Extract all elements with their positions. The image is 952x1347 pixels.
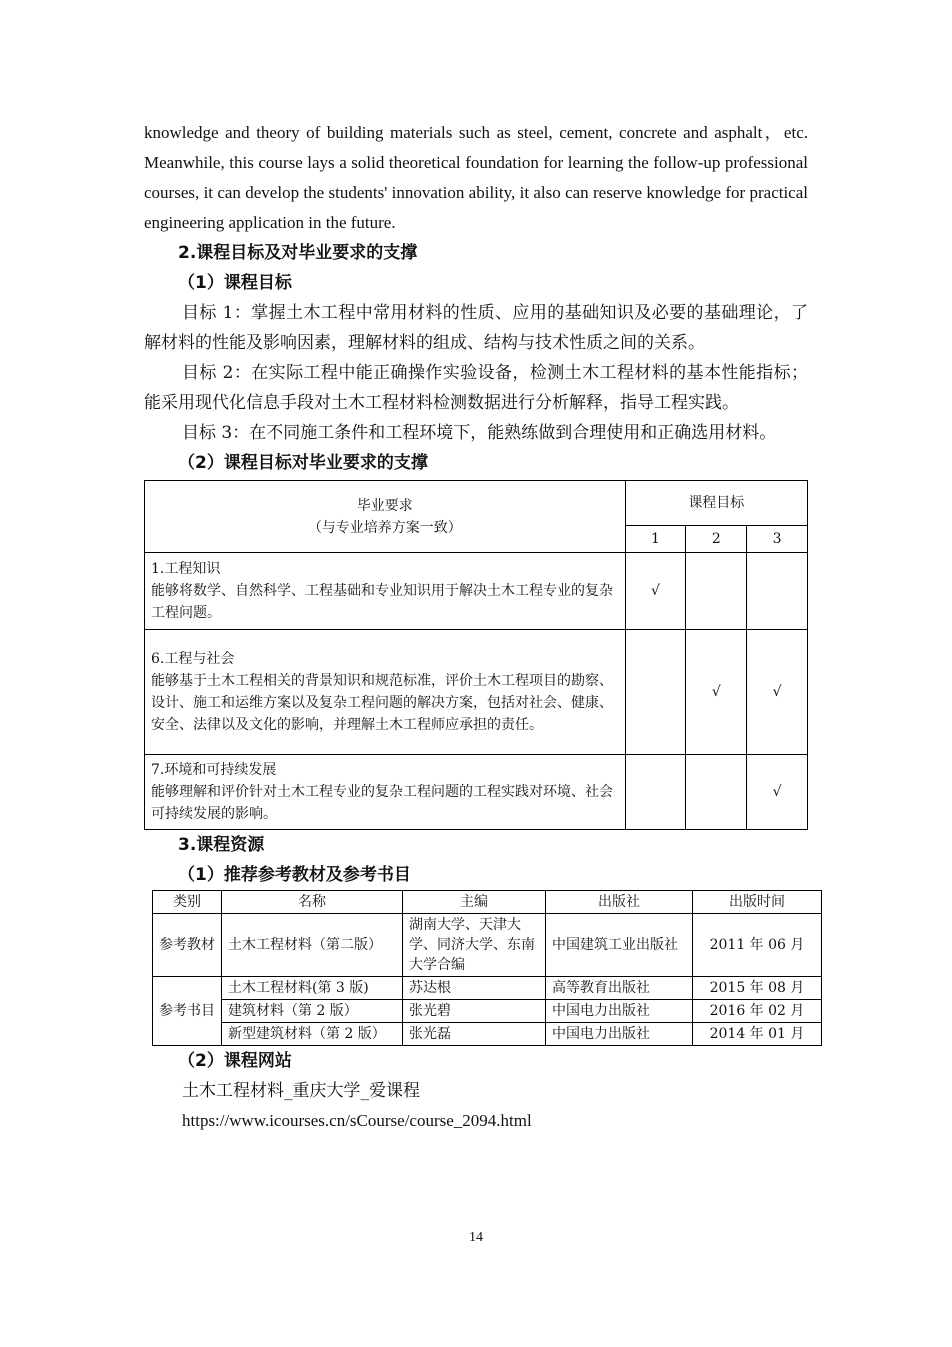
goal-support-table <box>144 480 808 830</box>
section3-heading: 3.课程资源 <box>178 835 265 855</box>
table-row <box>145 630 808 755</box>
book-date: 2011 年 06 月 <box>693 914 822 977</box>
col-name: 名称 <box>222 891 403 914</box>
requirement-title: 6.工程与社会 <box>151 651 235 667</box>
table-row <box>153 1023 822 1046</box>
document-body <box>144 118 808 1136</box>
table-row <box>153 1000 822 1023</box>
mark-cell: √ <box>686 630 747 755</box>
books-table <box>152 890 822 1046</box>
table-row <box>153 977 822 1000</box>
requirement-cell <box>145 755 626 830</box>
book-publisher: 高等教育出版社 <box>546 977 693 1000</box>
requirement-cell <box>145 630 626 755</box>
mark-cell <box>625 630 686 755</box>
book-name: 新型建筑材料（第 2 版） <box>222 1023 403 1046</box>
mark-cell <box>625 755 686 830</box>
goal-header: 课程目标 <box>625 481 807 526</box>
col-date: 出版时间 <box>693 891 822 914</box>
requirement-header-note: （与专业培养方案一致） <box>307 519 462 536</box>
book-editor: 苏达根 <box>403 977 546 1000</box>
mark-cell: √ <box>747 755 808 830</box>
website-heading: （2）课程网站 <box>178 1051 292 1071</box>
book-name: 土木工程材料（第二版） <box>222 914 403 977</box>
course-goals-heading: （1）课程目标 <box>178 273 292 293</box>
col-category: 类别 <box>153 891 222 914</box>
mark-cell <box>686 553 747 630</box>
category-cell: 参考教材 <box>153 914 222 977</box>
mark-cell: √ <box>747 630 808 755</box>
book-publisher: 中国电力出版社 <box>546 1000 693 1023</box>
requirement-desc: 能够将数学、自然科学、工程基础和专业知识用于解决土木工程专业的复杂工程问题。 <box>151 583 613 621</box>
book-editor: 张光磊 <box>403 1023 546 1046</box>
books-heading: （1）推荐参考教材及参考书目 <box>178 865 411 885</box>
book-date: 2015 年 08 月 <box>693 977 822 1000</box>
requirement-title: 7.环境和可持续发展 <box>151 762 277 778</box>
requirement-header-label: 毕业要求 <box>356 497 413 514</box>
page-number: 14 <box>469 1230 483 1245</box>
goal-support-heading: （2）课程目标对毕业要求的支撑 <box>178 453 428 473</box>
goal-3: 目标 3：在不同施工条件和工程环境下，能熟练做到合理使用和正确选用材料。 <box>182 423 777 443</box>
col-editor: 主编 <box>403 891 546 914</box>
website-url[interactable]: https://www.icourses.cn/sCourse/course_2094.html <box>182 1111 532 1130</box>
mark-cell <box>686 755 747 830</box>
table-row <box>153 914 822 977</box>
requirement-cell <box>145 553 626 630</box>
book-publisher: 中国电力出版社 <box>546 1023 693 1046</box>
section2-heading: 2.课程目标及对毕业要求的支撑 <box>178 243 418 263</box>
mark-cell <box>747 553 808 630</box>
requirement-desc: 能够理解和评价针对土木工程专业的复杂工程问题的工程实践对环境、社会可持续发展的影响。 <box>151 784 613 822</box>
requirement-title: 1.工程知识 <box>151 561 221 577</box>
book-editor: 湖南大学、天津大学、同济大学、东南大学合编 <box>403 914 546 977</box>
table-row <box>145 755 808 830</box>
book-name: 建筑材料（第 2 版） <box>222 1000 403 1023</box>
book-date: 2016 年 02 月 <box>693 1000 822 1023</box>
goal-2: 目标 2：在实际工程中能正确操作实验设备，检测土木工程材料的基本性能指标；能采用现代化信息手段对土木工程材料检测数据进行分析解释，指导工程实践。 <box>144 363 808 413</box>
category-cell: 参考书目 <box>153 977 222 1046</box>
requirement-desc: 能够基于土木工程相关的背景知识和规范标准，评价土木工程项目的勘察、设计、施工和运维方案以及复杂工程问题的解决方案，包括对社会、健康、安全、法律以及文化的影响，并理解土木工程师应承担的责任。 <box>151 673 613 733</box>
table-row <box>145 553 808 630</box>
book-date: 2014 年 01 月 <box>693 1023 822 1046</box>
book-editor: 张光碧 <box>403 1000 546 1023</box>
requirement-header <box>145 481 626 553</box>
mark-cell: √ <box>625 553 686 630</box>
col-publisher: 出版社 <box>546 891 693 914</box>
goal-col-3: 3 <box>747 526 808 553</box>
website-name: 土木工程材料_重庆大学_爱课程 <box>182 1081 420 1101</box>
goal-1: 目标 1：掌握土木工程中常用材料的性质、应用的基础知识及必要的基础理论，了解材料的性能及影响因素，理解材料的组成、结构与技术性质之间的关系。 <box>144 303 808 353</box>
intro-paragraph: knowledge and theory of building materials such as steel, cement, concrete and asphalt，etc. Meanwhile, this course lays a solid theoretical foundation for learning the follow-up professional courses, it can develop the students' innovation ability, it also can reserve knowledge for practical engineering application in the future. <box>144 123 808 232</box>
book-publisher: 中国建筑工业出版社 <box>546 914 693 977</box>
table-header-row <box>145 481 808 526</box>
goal-col-2: 2 <box>686 526 747 553</box>
book-name: 土木工程材料(第 3 版) <box>222 977 403 1000</box>
books-header-row <box>153 891 822 914</box>
goal-col-1: 1 <box>625 526 686 553</box>
